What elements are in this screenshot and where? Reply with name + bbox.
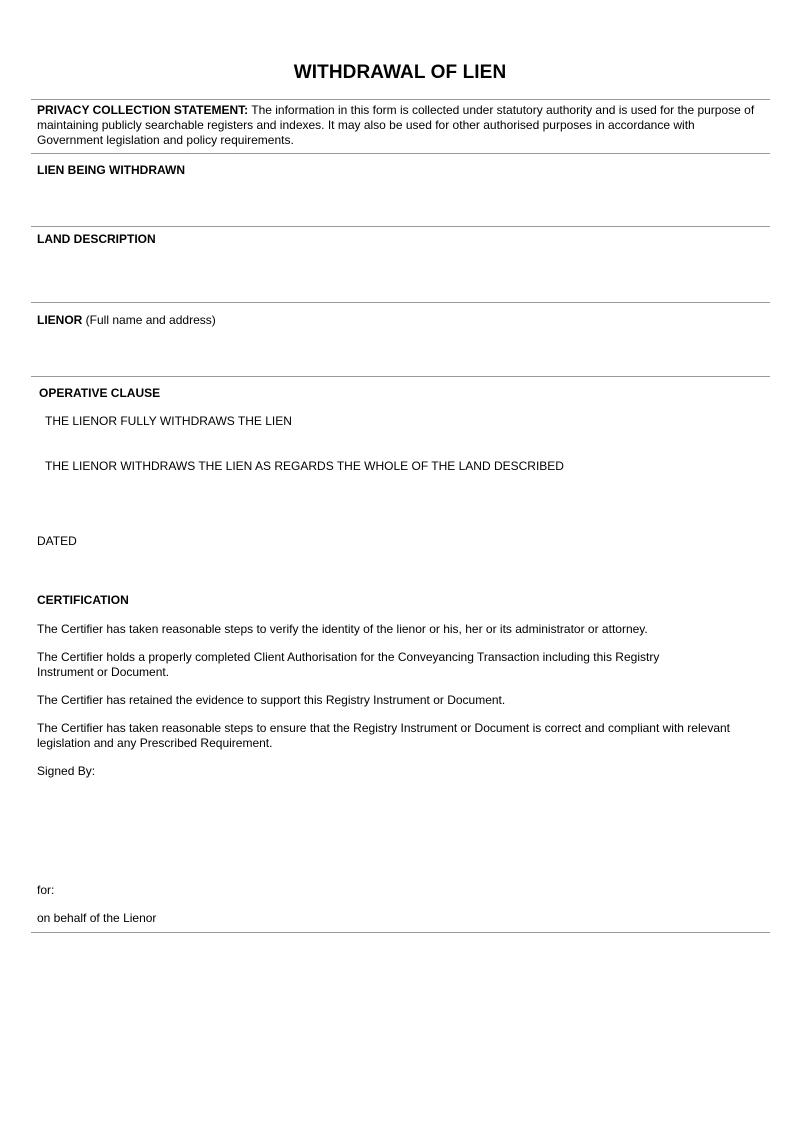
lienor-note: (Full name and address) (82, 313, 216, 327)
rule-lien (31, 226, 770, 227)
privacy-heading: PRIVACY COLLECTION STATEMENT: (37, 103, 249, 117)
rule-privacy (31, 153, 770, 154)
rule-top (31, 99, 770, 100)
on-behalf-label: on behalf of the Lienor (37, 911, 157, 925)
rule-bottom (31, 932, 770, 933)
page-title: WITHDRAWAL OF LIEN (293, 62, 507, 83)
for-label: for: (37, 883, 55, 897)
section-lien-being-withdrawn: LIEN BEING WITHDRAWN (37, 163, 185, 177)
rule-land (31, 302, 770, 303)
certification-statement-1: The Certifier has taken reasonable steps to verify the identity of the lienor or his, her or its administrator or attorney. (37, 622, 648, 636)
privacy-statement (37, 103, 762, 148)
operative-option-whole-land: THE LIENOR WITHDRAWS THE LIEN AS REGARDS THE WHOLE OF THE LAND DESCRIBED (45, 459, 564, 473)
certification-statement-3: The Certifier has retained the evidence to support this Registry Instrument or Document. (37, 693, 506, 707)
section-land-description: LAND DESCRIPTION (37, 232, 156, 246)
lienor-label: LIENOR (37, 313, 83, 327)
certification-statement-2: The Certifier holds a properly completed Client Authorisation for the Conveyancing Transaction including this Registry Instrument or Document. (37, 650, 660, 679)
rule-lienor (31, 376, 770, 377)
certification-statement-4: The Certifier has taken reasonable steps to ensure that the Registry Instrument or Document is correct and compliant with relevant legislation and any Prescribed Requirement. (37, 721, 730, 750)
dated-label: DATED (37, 534, 77, 548)
section-lienor (37, 313, 216, 328)
certification-heading: CERTIFICATION (37, 593, 129, 607)
privacy-text: The information in this form is collected under statutory authority and is used for the purpose of maintaining publicly searchable registers and indexes. It may also be used for other authorised purposes in accordance with Government legislation and policy requirements. (37, 103, 755, 147)
section-operative-clause: OPERATIVE CLAUSE (39, 386, 161, 400)
operative-option-full: THE LIENOR FULLY WITHDRAWS THE LIEN (45, 414, 292, 428)
signed-by-label: Signed By: (37, 764, 96, 778)
